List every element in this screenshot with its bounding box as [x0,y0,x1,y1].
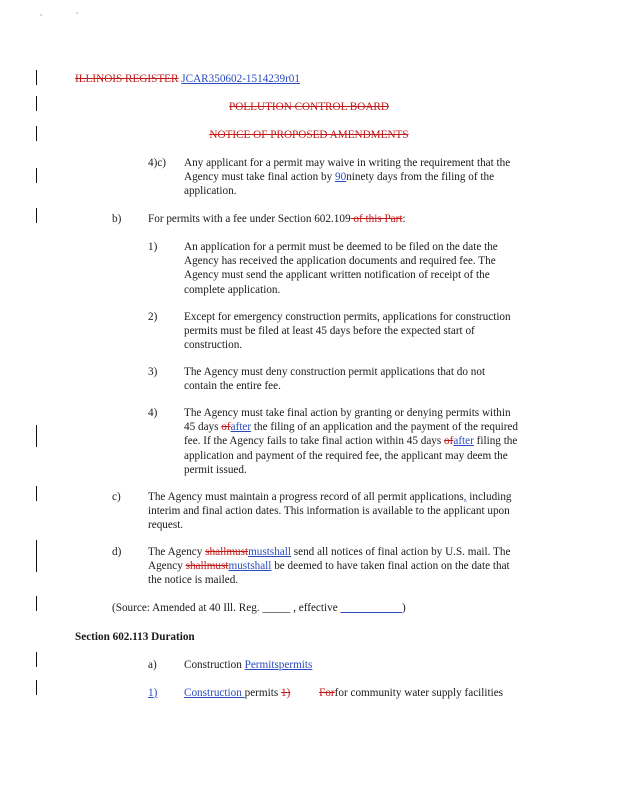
para-4c-label: 4)c) [148,157,167,169]
header-jcar-id: JCAR350602-1514239r01 [181,73,300,85]
change-bar [36,596,37,611]
section-heading: Section 602.113 Duration [75,631,195,643]
corner-mark-right: ° [76,12,79,18]
change-bar [36,652,37,667]
para-b3-label: 3) [148,366,158,378]
para-b1-text: An application for a permit must be deemed to be filed on the date the Agency has received the application documents and required fee. The Agency must send the applicant written notification of receipt of the complete application. [184,241,498,296]
para-b3-text: The Agency must deny construction permit applications that do not contain the entire fee. [184,366,486,393]
para-c-text: The Agency must maintain a progress record of all permit applications, including interim and final action dates. This information is available to the applicant upon request. [148,491,512,532]
change-bar [36,486,37,501]
para-c-label: c) [112,491,121,503]
para-d-text: The Agency shallmustmustshall send all notices of final action by U.S. mail. The Agency shallmustmustshall be deemed to have taken final action on the date that the notice is mailed. [148,546,511,587]
header-board: POLLUTION CONTROL BOARD [229,101,389,113]
change-bar [36,680,37,695]
header-register: ILLINOIS REGISTER [75,73,179,85]
header-register-line [75,72,300,86]
header-notice: NOTICE OF PROPOSED AMENDMENTS [209,129,409,141]
para-4c-text: Any applicant for a permit may waive in writing the requirement that the Agency must take final action by 90ninety days from the filing of the application. [184,157,511,198]
change-bar [36,168,37,183]
section-1-text: Construction permits 1) Forfor community water supply facilities [184,687,504,699]
source-note: (Source: Amended at 40 Ill. Reg. _____ , effective ___________) [112,602,406,614]
para-b1-label: 1) [148,241,158,253]
section-a-text: Construction Permitspermits [184,659,313,671]
change-bar [36,70,37,85]
section-a-label: a) [148,659,157,671]
corner-mark-left: ° [40,14,43,20]
change-bar [36,540,37,572]
para-b2-label: 2) [148,311,158,323]
para-b4-label: 4) [148,407,158,419]
para-d-label: d) [112,546,122,558]
para-b2-text: Except for emergency construction permits, applications for construction permits must be filed at least 45 days before the expected start of construction. [184,311,511,352]
change-bar [36,208,37,223]
section-1-label: 1) [148,687,158,699]
change-bar [36,425,37,447]
para-b-text: For permits with a fee under Section 602.109 of this Part: [148,213,406,225]
para-b-label: b) [112,213,122,225]
para-b4-text: The Agency must take final action by granting or denying permits within 45 days ofafter the filing of an application and the payment of the required fee. If the Agency fails to take final action within 45 days ofafter filing the application and payment of the required fee, the applicant may deem the permit issued. [184,407,518,476]
